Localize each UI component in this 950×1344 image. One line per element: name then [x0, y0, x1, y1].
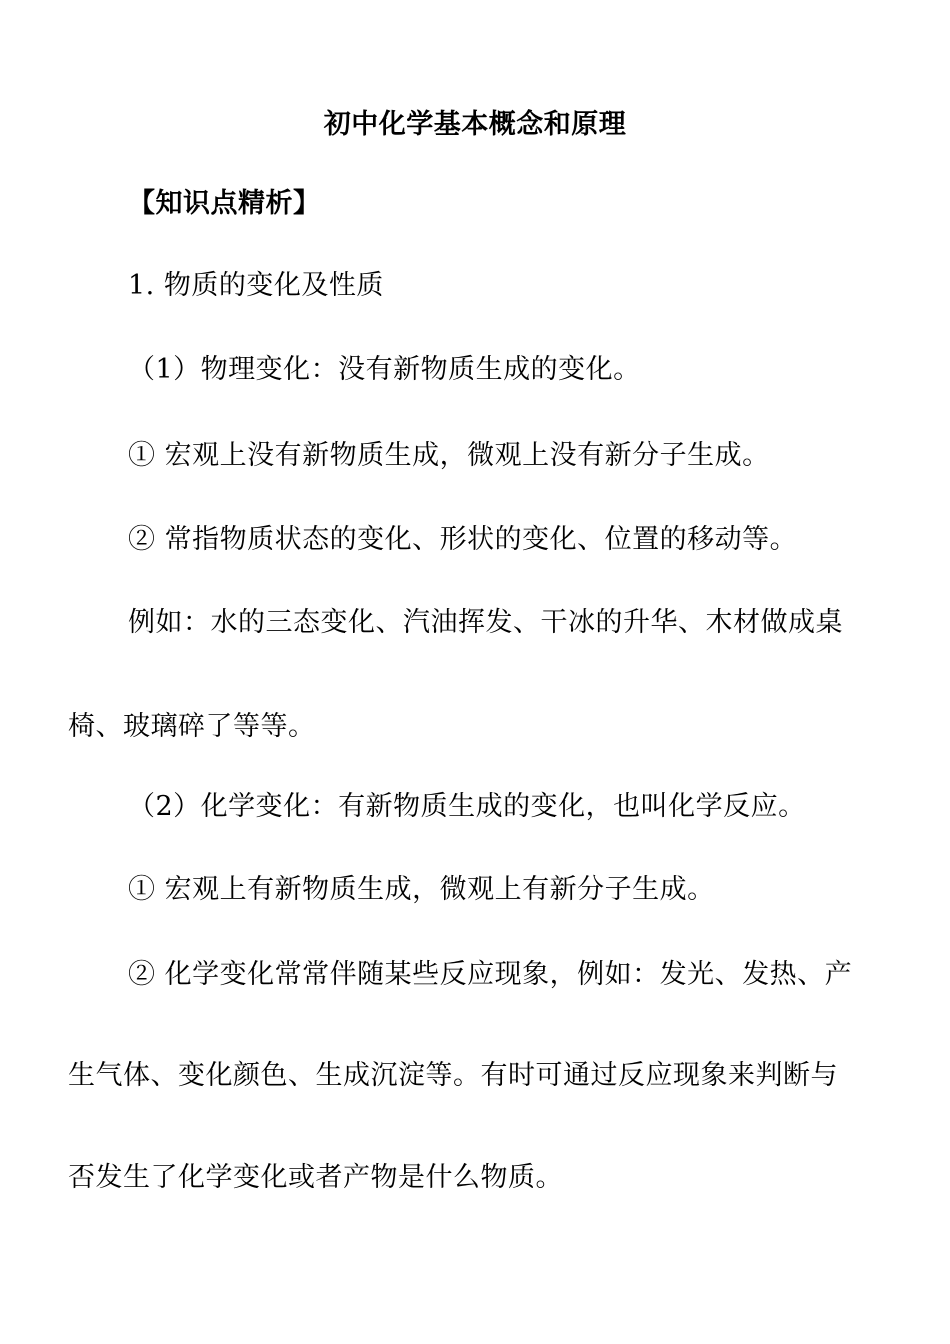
paragraph-line: 椅、玻璃碎了等等。	[68, 711, 316, 742]
section-heading: 【知识点精析】	[128, 188, 321, 219]
paragraph-line: 1. 物质的变化及性质	[128, 270, 384, 301]
paragraph-line: ① 宏观上有新物质生成，微观上有新分子生成。	[128, 874, 715, 905]
paragraph-line: 生气体、变化颜色、生成沉淀等。有时可通过反应现象来判断与	[68, 1060, 838, 1091]
document-title: 初中化学基本概念和原理	[323, 109, 627, 140]
paragraph-line: （1）物理变化：没有新物质生成的变化。	[128, 354, 641, 385]
paragraph-line: （2）化学变化：有新物质生成的变化，也叫化学反应。	[128, 791, 806, 822]
paragraph-line: ① 宏观上没有新物质生成，微观上没有新分子生成。	[128, 440, 770, 471]
paragraph-line: 否发生了化学变化或者产物是什么物质。	[68, 1162, 563, 1193]
paragraph-line: ② 化学变化常常伴随某些反应现象，例如：发光、发热、产	[128, 959, 853, 990]
paragraph-line: ② 常指物质状态的变化、形状的变化、位置的移动等。	[128, 524, 798, 555]
paragraph-line: 例如：水的三态变化、汽油挥发、干冰的升华、木材做成桌	[128, 607, 843, 638]
